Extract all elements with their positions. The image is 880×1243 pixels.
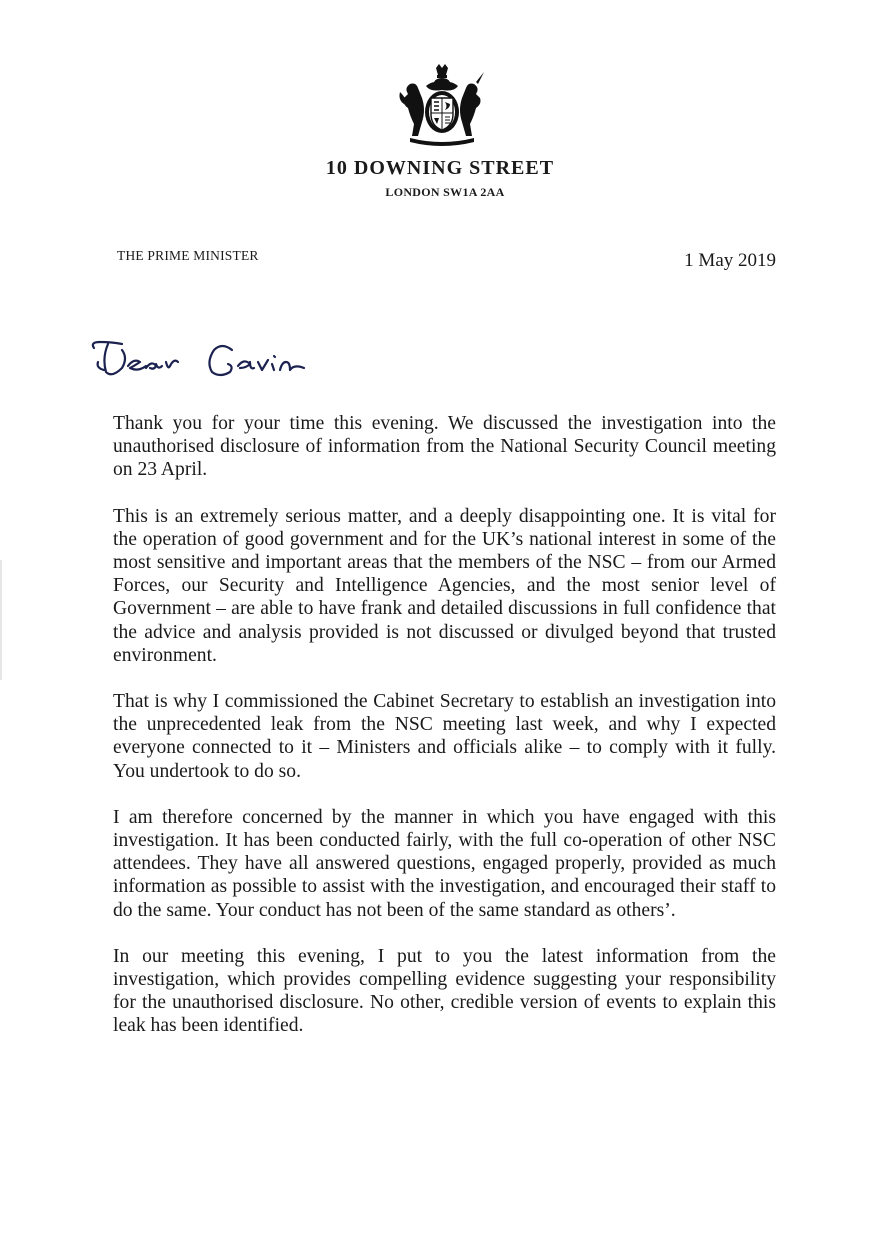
- letter-body: [113, 412, 776, 1061]
- sender-title: THE PRIME MINISTER: [117, 248, 259, 263]
- body-paragraph-2: This is an extremely serious matter, and a deeply disappointing one. It is vital for the operation of good government and for the UK’s national interest in some of the most sensitive and important areas that the members of the NSC – from our Armed Forces, our Security and Intelligence Agencies, and the most senior level of Government – are able to have frank and detailed discussions in full confidence that the advice and analysis provided is not discussed or divulged beyond that trusted environment.: [113, 505, 776, 666]
- letterhead-address-line2: LONDON SW1A 2AA: [385, 185, 505, 199]
- page-edge-mark: [0, 560, 2, 680]
- handwritten-salutation: [82, 328, 312, 388]
- body-paragraph-5: In our meeting this evening, I put to you the latest information from the investigation, which provides compelling evidence suggesting your responsibility for the unauthorised disclosure. No other, credible version of events to explain this leak has been identified.: [113, 945, 776, 1037]
- letterhead-address-line1: 10 DOWNING STREET: [325, 157, 555, 179]
- body-paragraph-1: Thank you for your time this evening. We discussed the investigation into the unauthorised disclosure of information from the National Security Council meeting on 23 April.: [113, 413, 776, 481]
- letter-date: 1 May 2019: [684, 250, 776, 271]
- body-paragraph-3: That is why I commissioned the Cabinet Secretary to establish an investigation into the unprecedented leak from the NSC meeting last week, and why I expected everyone connected to it – Ministers and officials alike – to comply with it fully. You undertook to do so.: [113, 691, 776, 782]
- royal-coat-of-arms-crest: [396, 64, 488, 146]
- body-paragraph-4: I am therefore concerned by the manner in which you have engaged with this investigation. It has been conducted fairly, with the full co-operation of other NSC attendees. They have all answered questions, engaged properly, provided as much information as possible to assist with the investigation, and encouraged their staff to do the same. Your conduct has not been of the same standard as others’.: [113, 806, 776, 921]
